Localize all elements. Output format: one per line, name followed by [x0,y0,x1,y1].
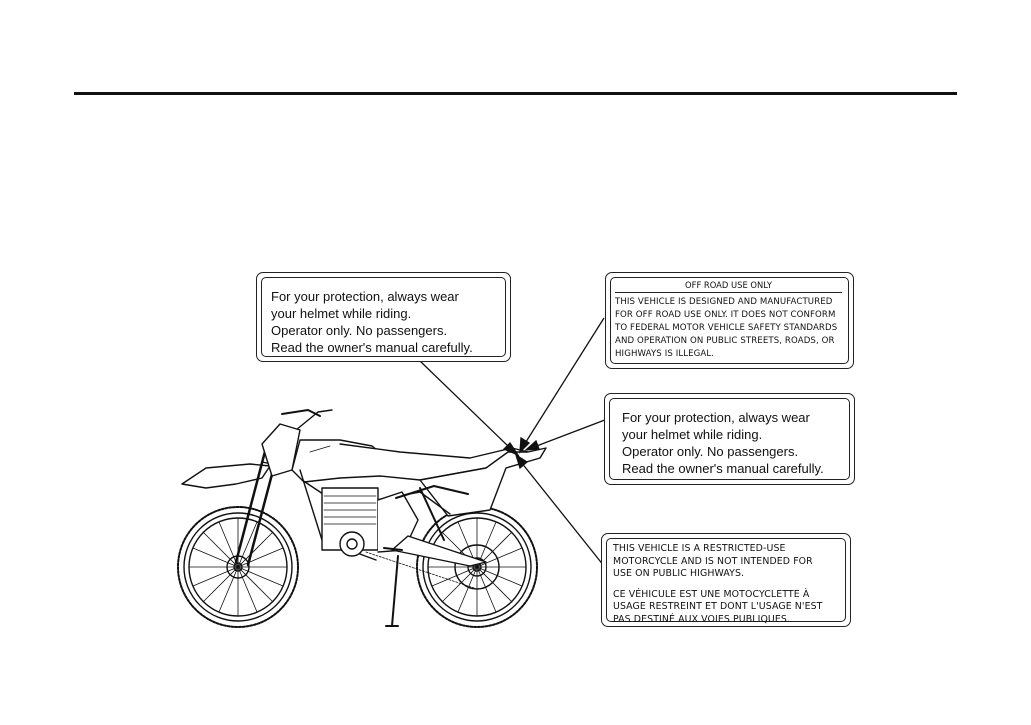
label-line: For your protection, always wear [271,289,459,304]
label-line: HIGHWAYS IS ILLEGAL. [615,349,715,359]
label-line: USAGE RESTREINT ET DONT L'USAGE N'EST [613,601,823,612]
label-line: THIS VEHICLE IS A RESTRICTED-USE [613,543,786,554]
label-line: Read the owner's manual carefully. [271,340,473,355]
label-line: Read the owner's manual carefully. [622,461,824,476]
front-wheel [178,507,298,627]
label-line: your helmet while riding. [622,427,763,442]
label-line: your helmet while riding. [271,306,412,321]
label-line: FOR OFF ROAD USE ONLY. IT DOES NOT CONFORM [615,310,836,320]
label-line: CE VÉHICULE EST UNE MOTOCYCLETTE À [613,588,810,600]
off-road-use-label [605,272,854,369]
helmet-warning-label-right [604,393,855,485]
label-line: AND OPERATION ON PUBLIC STREETS, ROADS, OR [615,336,835,346]
helmet-warning-label-left [256,272,511,362]
restricted-use-label [601,533,851,627]
label-line: THIS VEHICLE IS DESIGNED AND MANUFACTURED [615,297,833,307]
label-line: USE ON PUBLIC HIGHWAYS. [613,568,745,579]
label-line: Operator only. No passengers. [622,444,799,459]
rear-wheel [417,507,537,627]
label-line: For your protection, always wear [622,410,810,425]
label-line: PAS DESTINÉ AUX VOIES PUBLIQUES. [613,613,791,625]
label-line: MOTORCYCLE AND IS NOT INTENDED FOR [613,555,813,567]
off-road-heading: OFF ROAD USE ONLY [615,280,842,293]
label-line: TO FEDERAL MOTOR VEHICLE SAFETY STANDARDS [615,323,838,333]
label-line: Operator only. No passengers. [271,323,448,338]
